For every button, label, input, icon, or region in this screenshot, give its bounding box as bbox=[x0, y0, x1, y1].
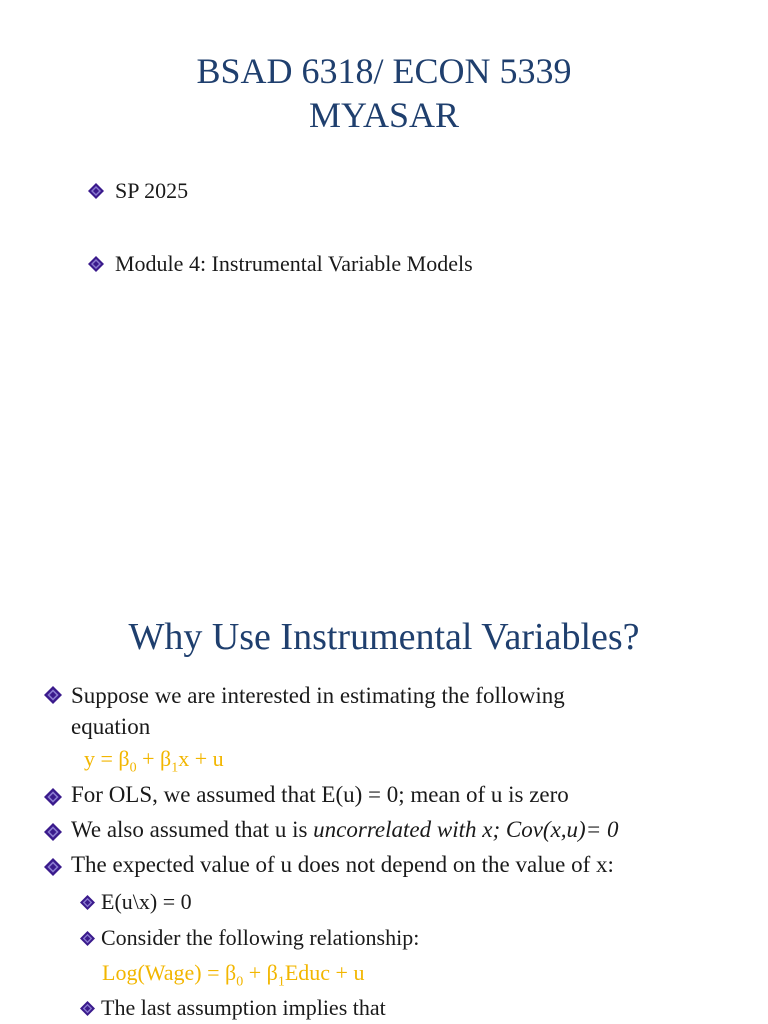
slide2-bullet-text: The expected value of u does not depend on the value of x: bbox=[71, 852, 614, 877]
slide2-bullet bbox=[44, 782, 569, 808]
slide2-sub-bullet-text: The last assumption implies that bbox=[101, 995, 386, 1020]
diamond-bullet-icon bbox=[80, 895, 93, 908]
slide2-sub-bullet-text: Consider the following relationship: bbox=[101, 925, 420, 950]
slide2-sub-bullet-text: E(u\x) = 0 bbox=[101, 889, 192, 914]
slide2-bullet bbox=[44, 852, 614, 878]
diamond-bullet-icon bbox=[44, 823, 57, 836]
slide2-bullet-text: We also assumed that u is uncorrelated with x; Cov(x,u)= 0 bbox=[71, 817, 619, 842]
diamond-bullet-icon bbox=[44, 686, 57, 699]
slide2-bullet-text: equation bbox=[71, 714, 151, 739]
slide2-bullet-text: Suppose we are interested in estimating the following bbox=[71, 683, 565, 708]
slide1-bullet-text: Module 4: Instrumental Variable Models bbox=[115, 251, 473, 276]
equation-log-wage: Log(Wage) = $\beta_0$ + $\beta_1Educ + u$ bbox=[102, 960, 365, 990]
diamond-bullet-icon bbox=[80, 931, 93, 944]
slide2-title: Why Use Instrumental Variables? bbox=[128, 616, 640, 658]
slide1-title-line1: BSAD 6318/ ECON 5339 bbox=[196, 51, 572, 91]
diamond-bullet-icon bbox=[80, 1001, 93, 1014]
slide2-sub-bullet bbox=[80, 925, 419, 951]
slide2-sub-bullet bbox=[80, 995, 386, 1021]
diamond-bullet-icon bbox=[44, 858, 57, 871]
slide2-sub-bullet bbox=[80, 889, 192, 915]
slide2-bullet-text: For OLS, we assumed that E(u) = 0; mean of u is zero bbox=[71, 782, 569, 807]
slide2-bullet bbox=[44, 817, 618, 843]
diamond-bullet-icon bbox=[88, 256, 101, 269]
slide1-title-line2: MYASAR bbox=[308, 95, 460, 135]
slide1-bullet bbox=[88, 178, 188, 204]
diamond-bullet-icon bbox=[44, 788, 57, 801]
slide2-bullet bbox=[44, 680, 565, 742]
slide1-bullet-text: SP 2025 bbox=[115, 178, 189, 203]
equation-y: $y = \beta_0 + \beta_1x + u$ bbox=[84, 746, 224, 776]
diamond-bullet-icon bbox=[88, 183, 101, 196]
slide1-bullet bbox=[88, 251, 473, 277]
